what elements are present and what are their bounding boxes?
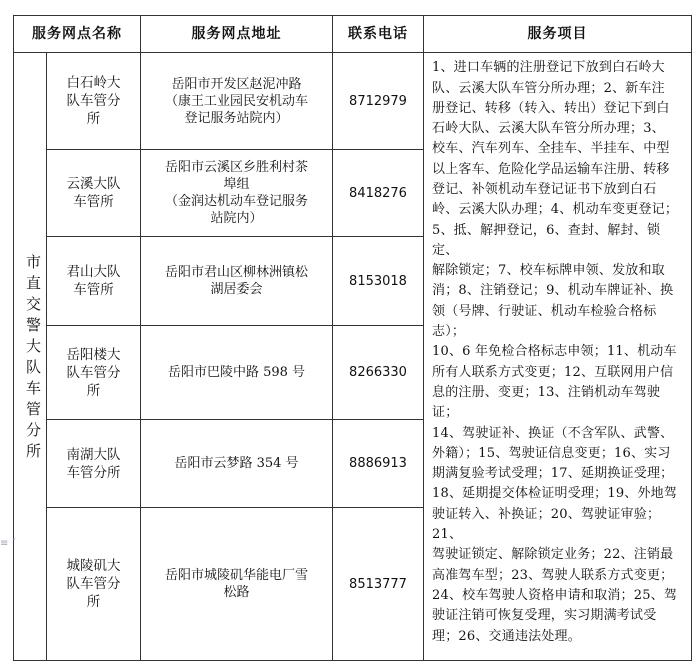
group-label: 市 直 交 警 大 队 车 管 分 所 xyxy=(14,53,47,661)
station-name: 君山大队 车管所 xyxy=(47,237,141,326)
side-marker: ≡ ˇ xyxy=(0,538,17,549)
header-row xyxy=(14,16,692,53)
service-table xyxy=(13,15,692,661)
station-address: 岳阳市城陵矶华能电厂雪 松路 xyxy=(141,508,333,661)
table-row xyxy=(14,53,692,150)
header-name: 服务网点名称 xyxy=(14,16,141,53)
station-phone: 8266330 xyxy=(333,325,424,420)
header-phone: 联系电话 xyxy=(333,16,424,53)
station-address: 岳阳市云溪区乡胜利村茶 埠组 （金润达机动车登记服务 站院内） xyxy=(141,149,333,237)
station-address: 岳阳市君山区柳林洲镇松 湖居委会 xyxy=(141,237,333,326)
station-address: 岳阳市云梦路 354 号 xyxy=(141,420,333,508)
service-items: 1、进口车辆的注册登记下放到白石岭大 队、云溪大队车管分所办理；2、新车注 册登记、转移（转入、转出）登记下到白 石岭大队、云溪大队车管分所办理；3、 校车、汽车列车、全挂车、半挂车、中型 以上客车、危险化学品运输车注册、转移 登记、补领机动车登记证书下放到白石 岭、云溪大队办理；4、机动车变更登记； 5、抵、解押登记，6、查封、解封、锁定、 解除锁定；7、校车标牌申领、发放和取 消；8、注销登记；9、机动车牌证补、换 领（号牌、行驶证、机动车检验合格标志）； 10、6 年免检合格标志申领；11、机动车 所有人联系方式变更；12、互联网用户信 息的注册、变更；13、注销机动车驾驶证； 14、驾驶证补、换证（不含军队、武警、 外籍）；15、驾驶证信息变更；16、实习 期满复验考试受理；17、延期换证受理； 18、延期提交体检证明受理；19、外地驾 驶证转入、补换证；20、驾驶证审验；21、 驾驶证锁定、解除锁定业务；22、注销最 高准驾车型；23、驾驶人联系方式变更； 24、校车驾驶人资格申请和取消；25、驾 驶证注销可恢复受理，实习期满考试受 理；26、交通违法处理。 xyxy=(424,53,692,661)
station-address: 岳阳市开发区赵泥冲路 （康王工业园民安机动车 登记服务站院内） xyxy=(141,53,333,150)
station-name: 白石岭大 队车管分 所 xyxy=(47,53,141,150)
station-phone: 8418276 xyxy=(333,149,424,237)
station-phone: 8886913 xyxy=(333,420,424,508)
station-address: 岳阳市巴陵中路 598 号 xyxy=(141,325,333,420)
header-address: 服务网点地址 xyxy=(141,16,333,53)
station-name: 云溪大队 车管所 xyxy=(47,149,141,237)
header-items: 服务项目 xyxy=(424,16,692,53)
station-phone: 8513777 xyxy=(333,508,424,661)
station-name: 岳阳楼大 队车管分 所 xyxy=(47,325,141,420)
station-phone: 8153018 xyxy=(333,237,424,326)
station-phone: 8712979 xyxy=(333,53,424,150)
station-name: 南湖大队 车管分所 xyxy=(47,420,141,508)
station-name: 城陵矶大 队车管分 所 xyxy=(47,508,141,661)
